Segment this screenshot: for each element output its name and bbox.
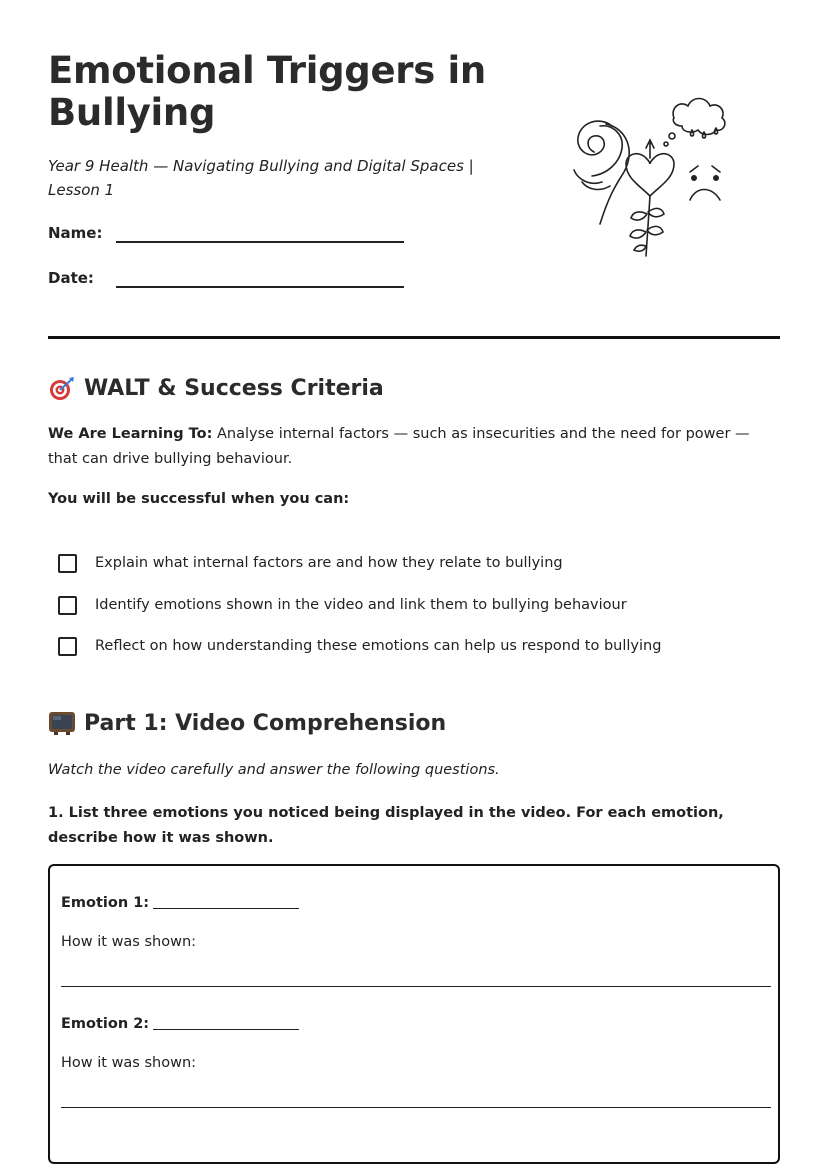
walt-heading bbox=[48, 374, 384, 402]
criteria-checkbox[interactable] bbox=[58, 554, 77, 573]
criteria-item[interactable] bbox=[58, 631, 758, 673]
name-label: Name: bbox=[48, 224, 103, 242]
question-1: 1. List three emotions you noticed being displayed in the video. For each emotion, describe how it was shown. bbox=[48, 805, 724, 846]
walt-heading-text: WALT & Success Criteria bbox=[84, 375, 384, 401]
criteria-checkbox[interactable] bbox=[58, 596, 77, 615]
date-field[interactable] bbox=[48, 269, 408, 297]
emotion-label bbox=[61, 1015, 299, 1032]
name-field[interactable] bbox=[48, 224, 408, 252]
criteria-text: Identify emotions shown in the video and link them to bullying behaviour bbox=[95, 596, 627, 613]
success-criteria-label: You will be successful when you can: bbox=[48, 491, 350, 507]
success-criteria-list bbox=[58, 548, 758, 673]
target-icon bbox=[48, 374, 76, 402]
emotion-label bbox=[61, 894, 299, 911]
date-label: Date: bbox=[48, 269, 94, 287]
answer-line[interactable] bbox=[61, 986, 771, 987]
page-title: Emotional Triggers in Bullying bbox=[48, 49, 486, 134]
walt-learning-label: We Are Learning To: bbox=[48, 426, 213, 442]
part1-instruction: Watch the video carefully and answer the following questions. bbox=[48, 762, 500, 778]
criteria-text: Reflect on how understanding these emotions can help us respond to bullying bbox=[95, 638, 662, 654]
emotion-label-text: Emotion 1: bbox=[61, 895, 150, 911]
part1-heading-text: Part 1: Video Comprehension bbox=[84, 710, 447, 736]
date-input-line[interactable] bbox=[116, 286, 404, 288]
criteria-item[interactable] bbox=[58, 590, 758, 632]
part1-heading bbox=[48, 709, 446, 737]
emotion-label-text: Emotion 2: bbox=[61, 1016, 150, 1032]
how-shown-label: How it was shown: bbox=[61, 934, 197, 950]
page-subtitle: Year 9 Health — Navigating Bullying and Digital Spaces | Lesson 1 bbox=[48, 157, 474, 199]
name-input-line[interactable] bbox=[116, 241, 404, 243]
emotion-blank[interactable] bbox=[153, 1015, 299, 1030]
criteria-item[interactable] bbox=[58, 548, 758, 590]
emotions-illustration bbox=[554, 86, 744, 262]
emotion-blank[interactable] bbox=[153, 894, 299, 909]
emotion-answer-box bbox=[48, 864, 780, 1164]
criteria-text: Explain what internal factors are and how they relate to bullying bbox=[95, 555, 563, 571]
television-icon bbox=[48, 709, 76, 737]
criteria-checkbox[interactable] bbox=[58, 637, 77, 656]
header-divider bbox=[48, 336, 780, 339]
answer-line[interactable] bbox=[61, 1107, 771, 1108]
walt-learning-text: Analyse internal factors — such as insecurities and the need for power — that can drive bullying behaviour. bbox=[48, 426, 750, 467]
walt-learning-paragraph bbox=[48, 422, 768, 472]
how-shown-label: How it was shown: bbox=[61, 1055, 197, 1071]
